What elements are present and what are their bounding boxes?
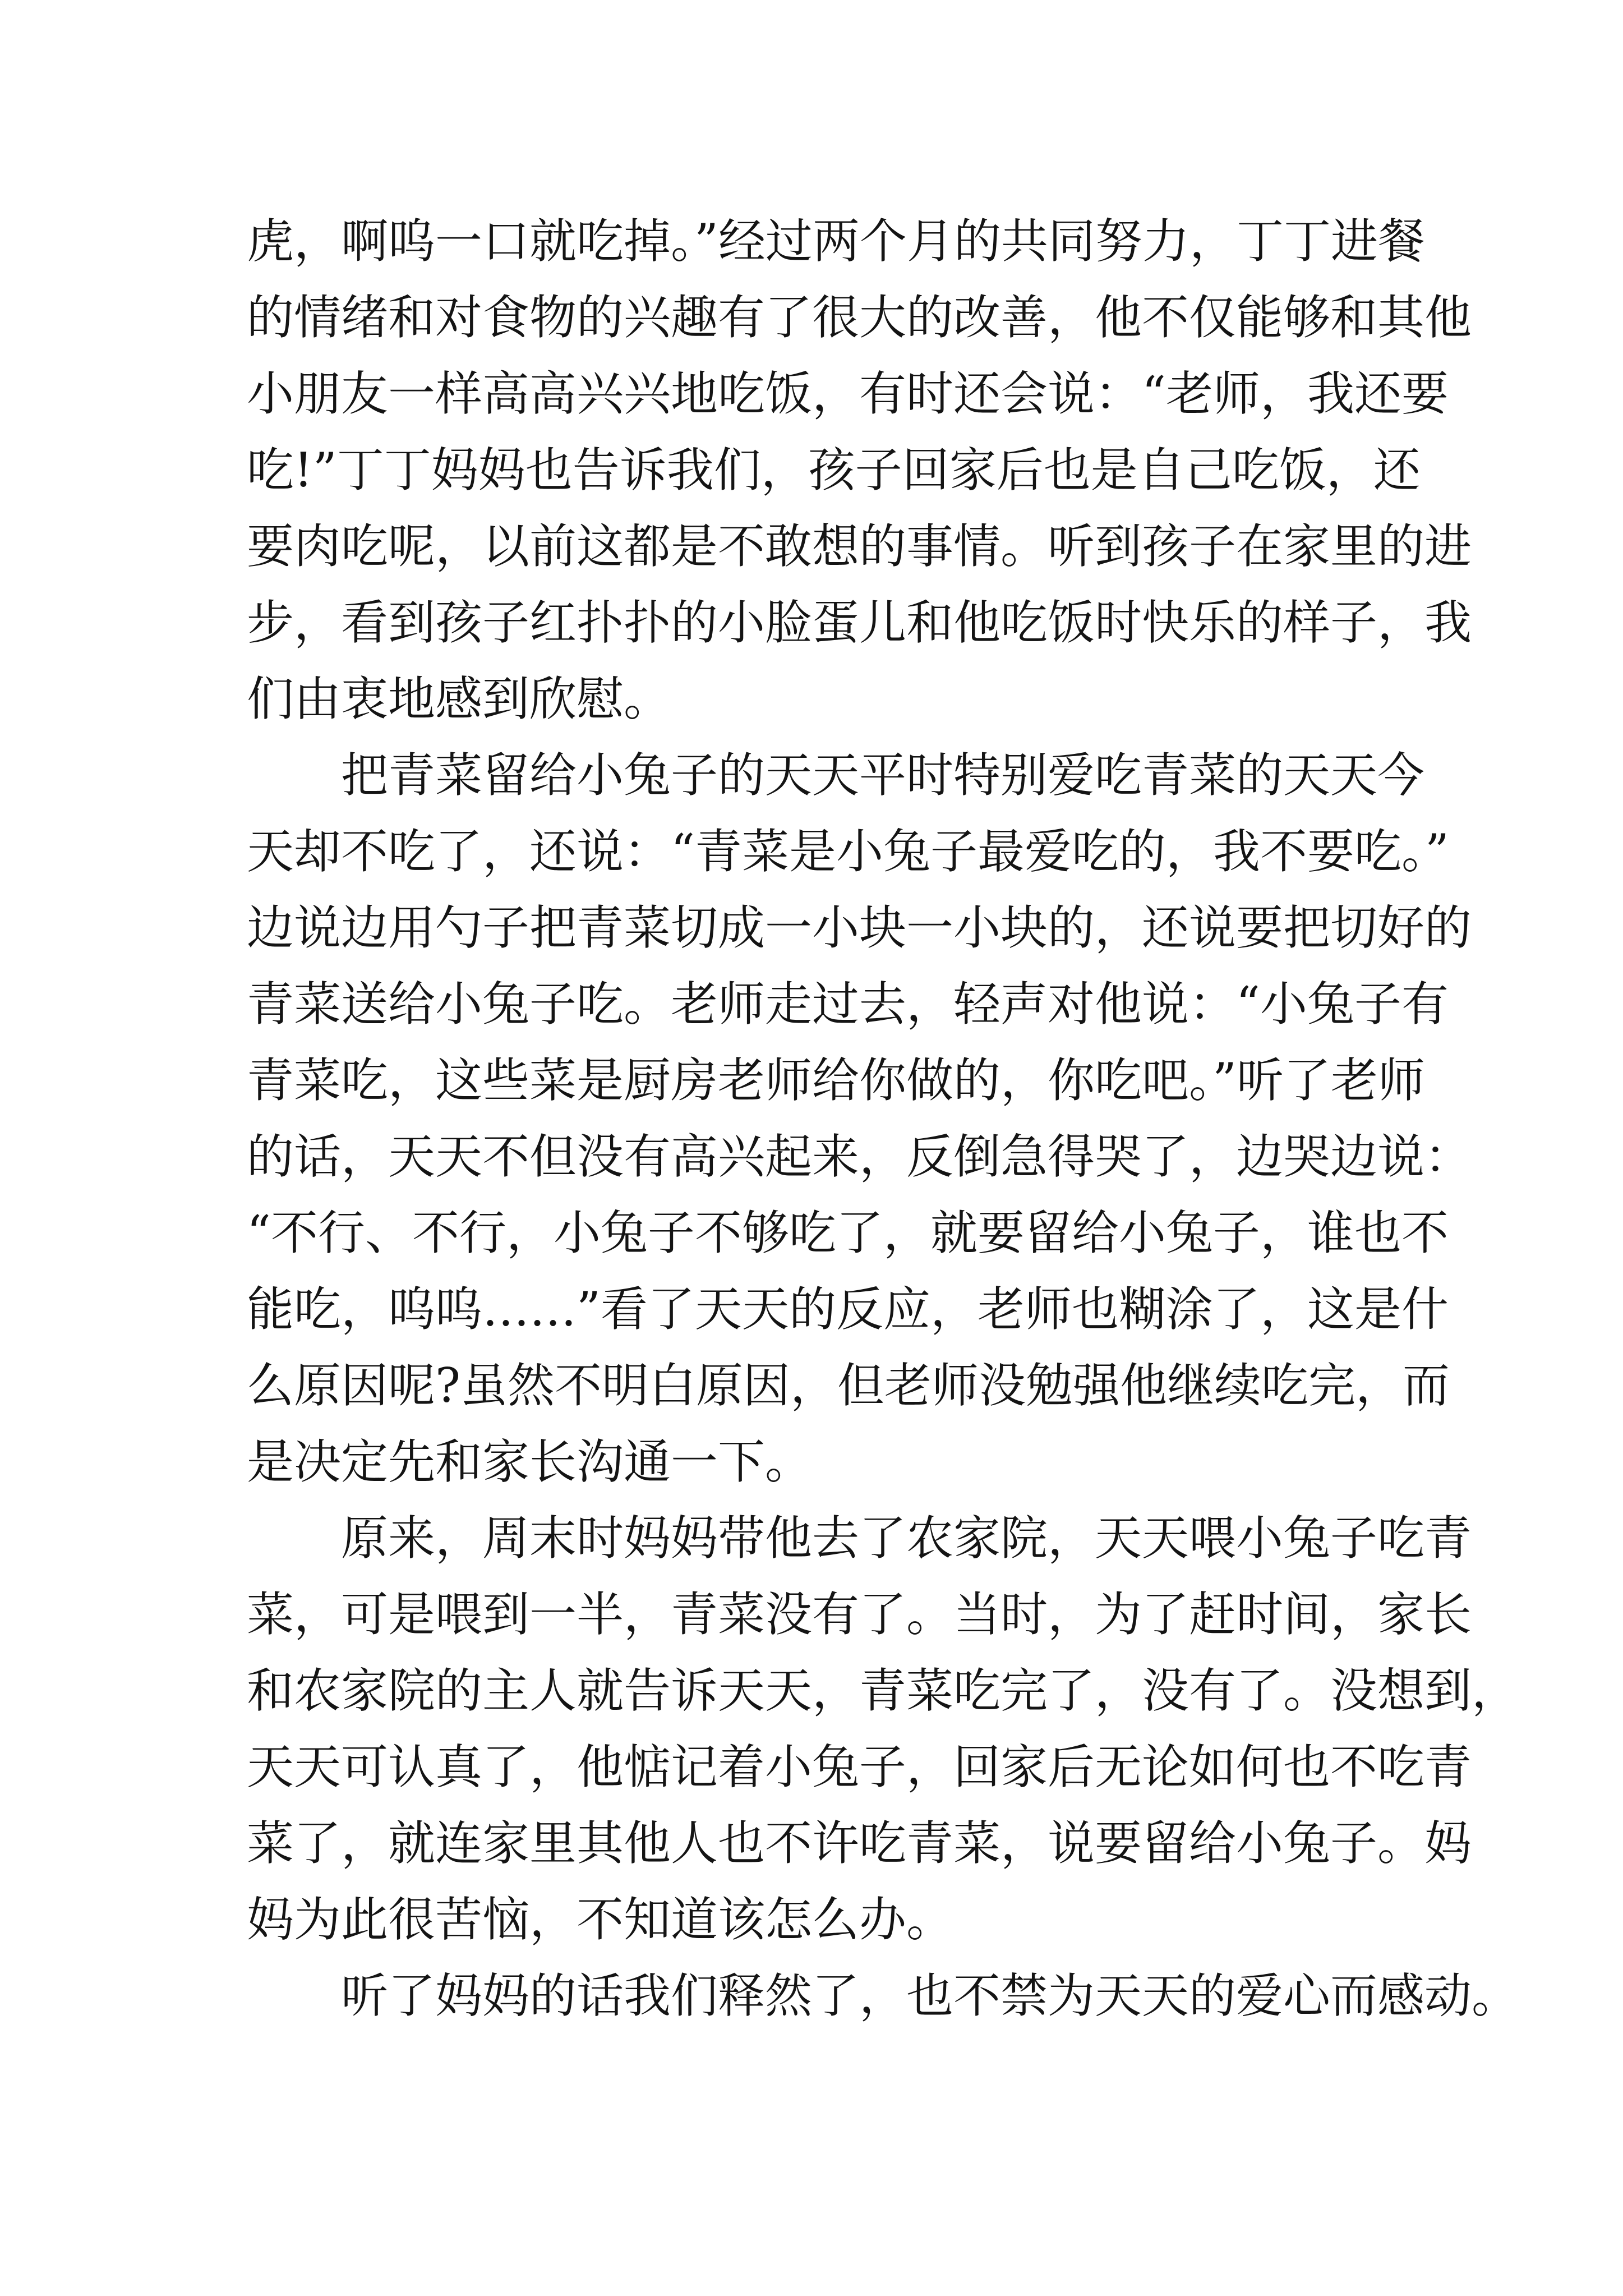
body-text bbox=[247, 203, 1519, 2034]
text-line: 和农家院的主人就告诉天天，青菜吃完了，没有了。没想到， bbox=[247, 1663, 1519, 1718]
text-line: 听了妈妈的话我们释然了，也不禁为天天的爱心而感动。 bbox=[341, 1968, 1519, 2023]
text-line: 么原因呢?虽然不明白原因，但老师没勉强他继续吃完，而 bbox=[247, 1358, 1450, 1413]
text-line: 青菜吃，这些菜是厨房老师给你做的，你吃吧。”听了老师 bbox=[247, 1053, 1425, 1108]
text-line: 们由衷地感到欣慰。 bbox=[247, 671, 671, 726]
text-line: 青菜送给小兔子吃。老师走过去，轻声对他说：“小兔子有 bbox=[247, 977, 1449, 1032]
text-line: 的情绪和对食物的兴趣有了很大的改善，他不仅能够和其他 bbox=[247, 290, 1472, 345]
text-line: “不行、不行，小兔子不够吃了，就要留给小兔子，谁也不 bbox=[247, 1205, 1449, 1260]
text-line: 天天可认真了，他惦记着小兔子，回家后无论如何也不吃青 bbox=[247, 1740, 1472, 1795]
text-line: 小朋友一样高高兴兴地吃饭，有时还会说：“老师，我还要 bbox=[247, 366, 1449, 421]
text-line: 吃!”丁丁妈妈也告诉我们，孩子回家后也是自己吃饭，还 bbox=[247, 443, 1421, 498]
text-line: 原来，周末时妈妈带他去了农家院，天天喂小兔子吃青 bbox=[341, 1511, 1472, 1566]
text-line: 妈为此很苦恼，不知道该怎么办。 bbox=[247, 1892, 954, 1947]
text-line: 菜了，就连家里其他人也不许吃青菜，说要留给小兔子。妈 bbox=[247, 1816, 1472, 1871]
text-line: 把青菜留给小兔子的天天平时特别爱吃青菜的天天今 bbox=[341, 748, 1425, 803]
text-line: 能吃，呜呜……”看了天天的反应，老师也糊涂了，这是什 bbox=[247, 1282, 1449, 1337]
text-line: 步，看到孩子红扑扑的小脸蛋儿和他吃饭时快乐的样子，我 bbox=[247, 595, 1472, 650]
text-line: 边说边用勺子把青菜切成一小块一小块的，还说要把切好的 bbox=[247, 900, 1472, 955]
text-line: 的话，天天不但没有高兴起来，反倒急得哭了，边哭边说： bbox=[247, 1129, 1472, 1184]
text-line: 要肉吃呢，以前这都是不敢想的事情。听到孩子在家里的进 bbox=[247, 519, 1472, 574]
text-line: 虎，啊呜一口就吃掉。”经过两个月的共同努力，丁丁进餐 bbox=[247, 214, 1425, 269]
text-line: 菜，可是喂到一半，青菜没有了。当时，为了赶时间，家长 bbox=[247, 1587, 1472, 1642]
text-line: 天却不吃了，还说：“青菜是小兔子最爱吃的，我不要吃。” bbox=[247, 824, 1449, 879]
text-line: 是决定先和家长沟通一下。 bbox=[247, 1434, 813, 1489]
